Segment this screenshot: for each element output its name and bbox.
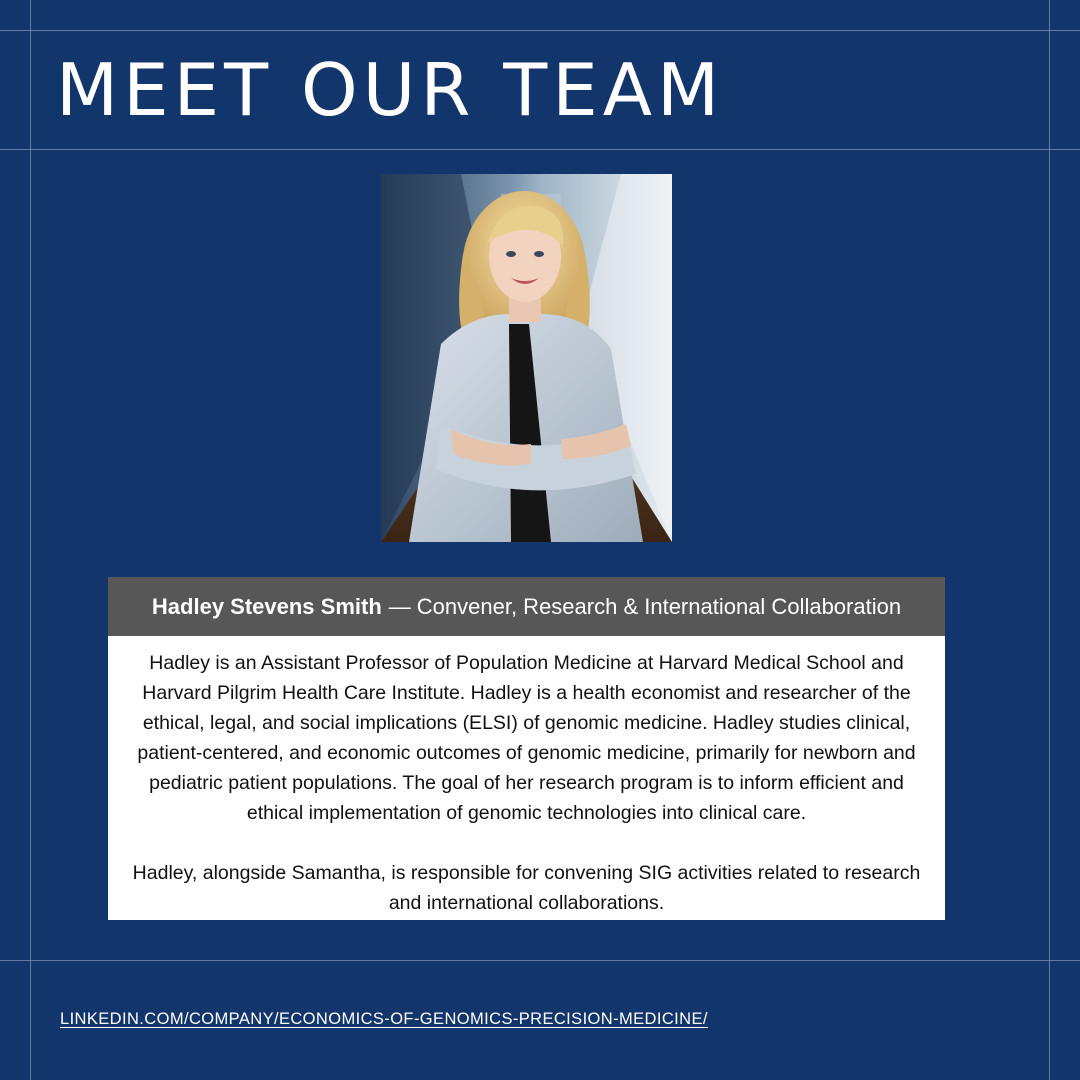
bio-card [108, 577, 945, 920]
frame-line-right [1049, 0, 1050, 1080]
frame-line-left [30, 0, 31, 1080]
frame-line-under-title [0, 149, 1080, 150]
bio-card-body [108, 636, 945, 918]
portrait-illustration [381, 174, 672, 542]
bio-paragraph: Hadley, alongside Samantha, is responsible for convening SIG activities related to research and international collaborations. [132, 862, 921, 914]
page-title: MEET OUR TEAM [56, 48, 725, 132]
frame-line-top [0, 30, 1080, 31]
name-role-separator: — [388, 593, 411, 619]
frame-line-above-footer [0, 960, 1080, 961]
bio-paragraph: Hadley is an Assistant Professor of Population Medicine at Harvard Medical School and Harvard Pilgrim Health Care Institute. Hadley is a health economist and researcher of the ethical, legal, and social implications (ELSI) of genomic medicine. Hadley studies clinical, patient-centered, and economic outcomes of genomic medicine, primarily for newborn and pediatric patient populations. The goal of her research program is to inform efficient and ethical implementation of genomic technologies into clinical care. [137, 652, 916, 824]
member-name: Hadley Stevens Smith [151, 593, 382, 619]
portrait-photo [381, 174, 672, 542]
member-role: Convener, Research & International Collaboration [416, 593, 902, 619]
linkedin-link[interactable]: LINKEDIN.COM/COMPANY/ECONOMICS-OF-GENOMICS-PRECISION-MEDICINE/ [60, 1010, 708, 1028]
bio-card-header [108, 577, 945, 636]
